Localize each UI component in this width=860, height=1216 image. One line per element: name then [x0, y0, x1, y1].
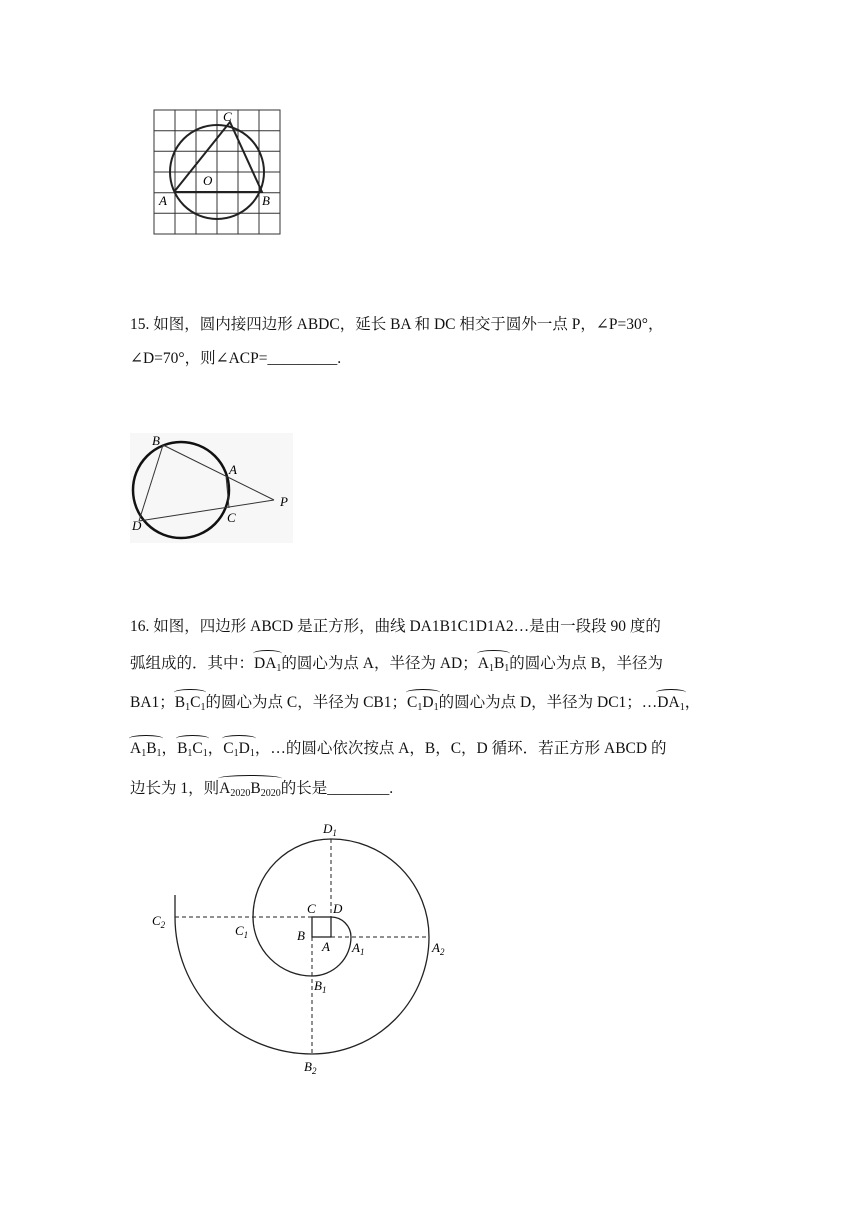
label-o: O [203, 173, 213, 188]
arc-b1c1: $B_1C_1$ [174, 694, 206, 713]
figure-14-grid-circle [150, 106, 285, 238]
line-bd [139, 445, 163, 521]
arc-da1: $DA_1$ [254, 655, 282, 674]
label-b: B [152, 433, 160, 448]
label-b: B [297, 928, 305, 943]
dashed-guides [175, 839, 429, 1054]
label-a: A [229, 462, 237, 477]
arc-da1-b: $DA_1$ [657, 694, 685, 713]
label-c: C [223, 109, 232, 124]
label-c1: $C_1$ [235, 923, 249, 940]
label-a1: $A_1$ [352, 940, 365, 957]
q16-line-1: 16. 如图，四边形 ABCD 是正方形，曲线 DA1B1C1D1A2…是由一段段 90 度的 [130, 618, 661, 635]
label-c: C [307, 901, 316, 916]
label-d1: $D_1$ [323, 821, 337, 838]
triangle-abc [174, 122, 262, 192]
arc-a1b1: $A_1B_1$ [477, 655, 510, 674]
q16-line-5: 边长为 1，则$A_{2020}B_{2020}$的长是________. [130, 780, 394, 799]
figure-16-spiral [140, 815, 470, 1080]
label-c2: $C_2$ [152, 913, 166, 930]
label-a2: $A_2$ [432, 940, 445, 957]
label-c: C [227, 510, 236, 525]
label-b1: $B_1$ [314, 978, 327, 995]
q16-line-4: $A_1B_1$，$B_1C_1$，$C_1D_1$，…的圆心依次按点 A，B，C，D 循环．若正方形 ABCD 的 [130, 740, 667, 759]
label-d: D [132, 518, 142, 533]
spiral-arcs [175, 839, 429, 1054]
label-a: A [322, 939, 330, 954]
line-dp [139, 500, 274, 521]
q15-line-1: 15. 如图，圆内接四边形 ABDC，延长 BA 和 DC 相交于圆外一点 P，∠P=30°， [130, 316, 664, 333]
label-b: B [262, 193, 270, 208]
label-a: A [159, 193, 167, 208]
label-p: P [280, 494, 288, 509]
circle [133, 442, 229, 538]
square-abcd [312, 917, 331, 937]
q16-line-3: BA1；$B_1C_1$的圆心为点 C，半径为 CB1；$C_1D_1$的圆心为点 D，半径为 DC1；$\dots DA_1$， [130, 694, 701, 713]
line-bp [163, 445, 274, 500]
arc-b1c1-b: $B_1C_1$ [177, 740, 208, 759]
q15-line-2: ∠D=70°，则∠ACP=_________. [130, 350, 342, 367]
label-d: D [333, 901, 343, 916]
grid [154, 110, 280, 234]
arc-a1b1-b: $A_1B_1$ [130, 740, 162, 759]
arc-c1d1: $C_1D_1$ [407, 694, 439, 713]
label-b2: $B_2$ [304, 1059, 317, 1076]
figure-15-cyclic-quad [130, 433, 293, 543]
arc-a2020b2020: $A_{2020}B_{2020}$ [219, 780, 281, 799]
arc-c1d1-b: $C_1D_1$ [223, 740, 255, 759]
q16-line-2: 弧组成的．其中：$DA_1$的圆心为点 A，半径为 AD；$A_1B_1$的圆心为点 B，半径为 [130, 655, 664, 674]
